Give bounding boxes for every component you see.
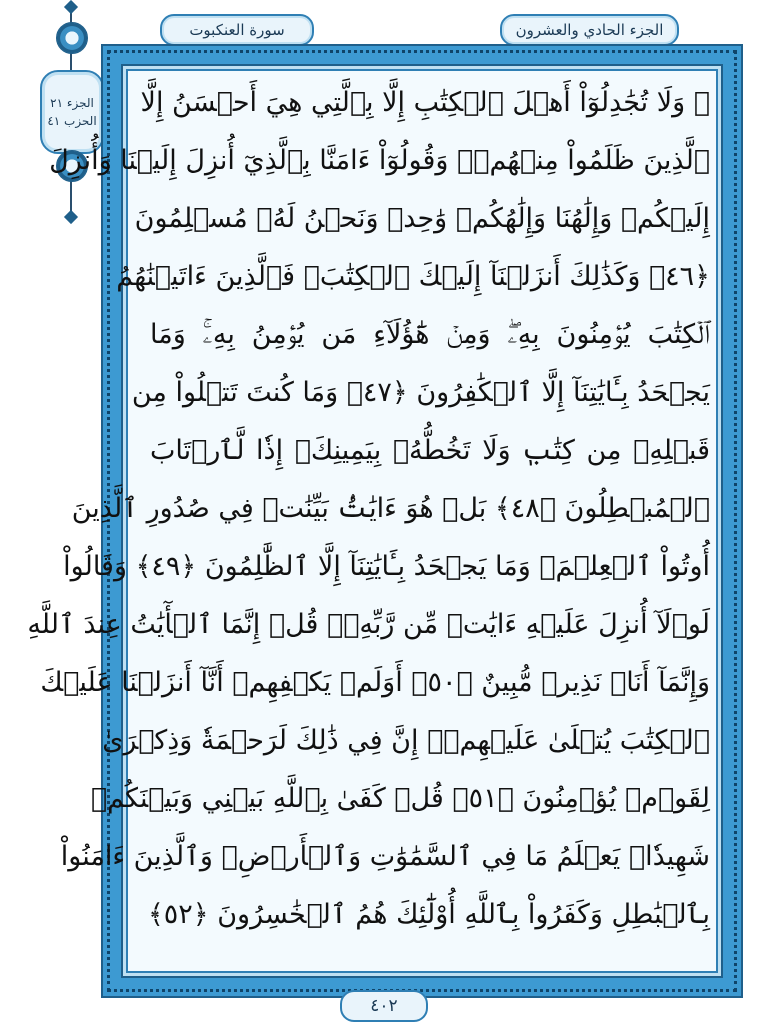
verse-line: ٱلَّذِينَ ظَلَمُواْ مِنۡهُمۡۖ وَقُولُوٓاْ ءَامَنَّا بِٱلَّذِيٓ أُنزِلَ إِلَيۡنَا وَأُنزِلَ — [49, 145, 710, 176]
hizb-label: الحزب ٤١ — [47, 114, 97, 128]
surah-title: سورة العنكبوت — [160, 14, 314, 46]
verse-line: أُوتُواْ ٱلۡعِلۡمَۚ وَمَا يَجۡحَدُ بِـَٔايَٰتِنَآ إِلَّا ٱلظَّٰلِمُونَ ﴿٤٩﴾ وَقَالُواْ — [63, 551, 710, 582]
ornament-diamond-icon — [64, 0, 78, 14]
page-number: ٤٠٢ — [340, 990, 428, 1022]
verse-line: ٱلۡكِتَٰبَ يُؤۡمِنُونَ بِهِۦۖ وَمِنۡ هَٰٓؤُلَآءِ مَن يُؤۡمِنُ بِهِۦۚ وَمَا — [150, 319, 710, 350]
verse-line: ﴿٤٦﴾ وَكَذَٰلِكَ أَنزَلۡنَآ إِلَيۡكَ ٱلۡكِتَٰبَۚ فَٱلَّذِينَ ءَاتَيۡنَٰهُمُ — [116, 261, 710, 292]
verse-line: إِلَيۡكُمۡ وَإِلَٰهُنَا وَإِلَٰهُكُمۡ وَٰحِدٞ وَنَحۡنُ لَهُۥ مُسۡلِمُونَ — [134, 203, 710, 234]
verse-line: بِٱلۡبَٰطِلِ وَكَفَرُواْ بِٱللَّهِ أُوْلَٰٓئِكَ هُمُ ٱلۡخَٰسِرُونَ ﴿٥٢﴾ — [147, 899, 710, 930]
juz-title: الجزء الحادي والعشرون — [500, 14, 679, 46]
verse-line: يَجۡحَدُ بِـَٔايَٰتِنَآ إِلَّا ٱلۡكَٰفِرُونَ ﴿٤٧﴾ وَمَا كُنتَ تَتۡلُواْ مِن — [131, 377, 710, 408]
verse-line: شَهِيدٗاۖ يَعۡلَمُ مَا فِي ٱلسَّمَٰوَٰتِ وَٱلۡأَرۡضِۗ وَٱلَّذِينَ ءَامَنُواْ — [60, 841, 710, 872]
verse-line: قَبۡلِهِۦ مِن كِتَٰبٖ وَلَا تَخُطُّهُۥ بِيَمِينِكَۖ إِذٗا لَّٱرۡتَابَ — [150, 435, 710, 466]
verse-line: ۞ وَلَا تُجَٰدِلُوٓاْ أَهۡلَ ٱلۡكِتَٰبِ إِلَّا بِٱلَّتِي هِيَ أَحۡسَنُ إِلَّا — [140, 87, 710, 118]
verse-line: وَإِنَّمَآ أَنَا۠ نَذِيرٞ مُّبِينٌ ﴿٥٠﴾ أَوَلَمۡ يَكۡفِهِمۡ أَنَّآ أَنزَلۡنَا عَلَيۡكَ — [40, 667, 710, 698]
ornament-diamond-icon — [64, 210, 78, 224]
juz-label: الجزء ٢١ — [50, 96, 94, 110]
verse-line: ٱلۡمُبۡطِلُونَ ﴿٤٨﴾ بَلۡ هُوَ ءَايَٰتُۢ بَيِّنَٰتٞ فِي صُدُورِ ٱلَّذِينَ — [71, 493, 710, 524]
rosette-ornament-icon — [56, 22, 88, 54]
verse-line: لِقَوۡمٖ يُؤۡمِنُونَ ﴿٥١﴾ قُلۡ كَفَىٰ بِٱللَّهِ بَيۡنِي وَبَيۡنَكُمۡ — [90, 783, 710, 814]
verse-line: ٱلۡكِتَٰبَ يُتۡلَىٰ عَلَيۡهِمۡۚ إِنَّ فِي ذَٰلِكَ لَرَحۡمَةٗ وَذِكۡرَىٰ — [102, 725, 710, 756]
verse-line: لَوۡلَآ أُنزِلَ عَلَيۡهِ ءَايَٰتٞ مِّن رَّبِّهِۦۖ قُلۡ إِنَّمَا ٱلۡأٓيَٰتُ عِندَ ٱللَّهِ — [27, 609, 710, 640]
